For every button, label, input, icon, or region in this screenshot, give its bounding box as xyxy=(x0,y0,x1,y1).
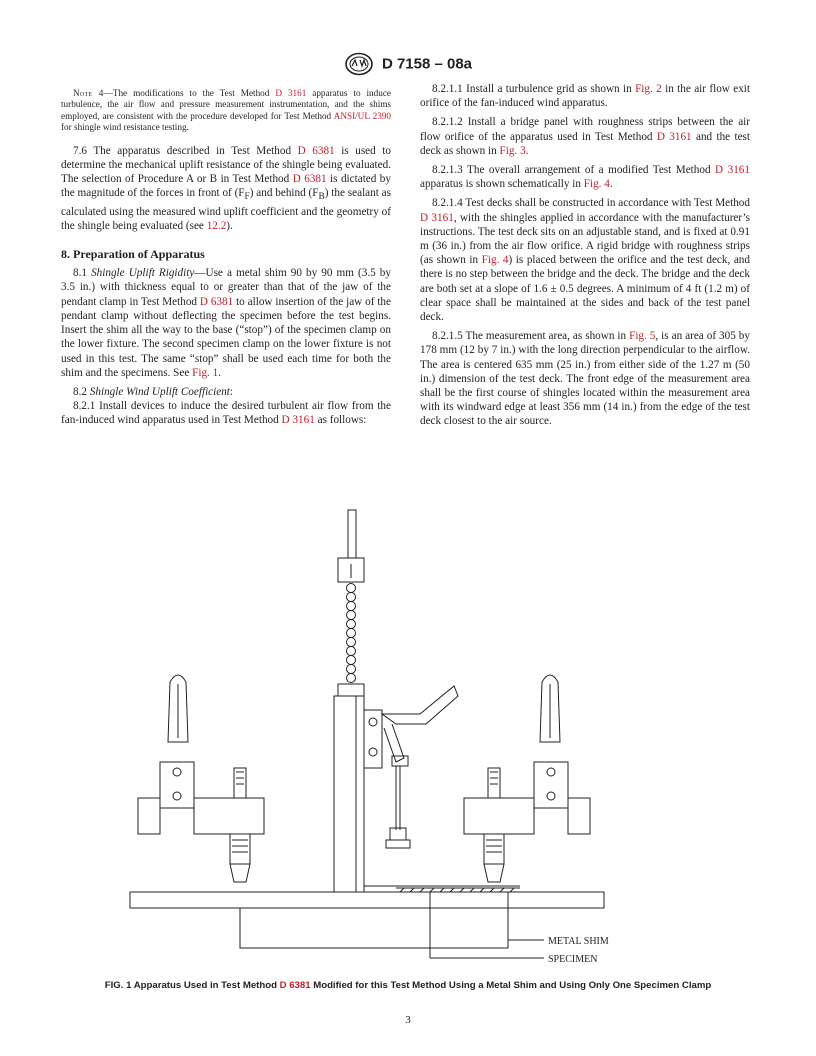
link-d3161[interactable]: D 3161 xyxy=(275,88,307,98)
paragraph-8-2-1-2: 8.2.1.2 Install a bridge panel with roughness strips between the air flow orifice of the apparatus used in Test Method D 3161 and the test deck as shown in Fig. 3. xyxy=(420,116,750,157)
base-support xyxy=(240,908,508,948)
link-fig-4[interactable]: Fig. 4 xyxy=(481,254,509,267)
link-d3161[interactable]: D 3161 xyxy=(656,130,692,143)
link-d3161[interactable]: D 3161 xyxy=(281,414,315,427)
link-ansi-ul-2390[interactable]: ANSI/UL 2390 xyxy=(333,110,391,121)
right-column xyxy=(420,82,750,434)
paragraph-8-2-1-5: 8.2.1.5 The measurement area, as shown in Fig. 5, is an area of 305 by 178 mm (12 by 7 in.) with the long direction perpendicular to the airflow. The area is centered 635 mm (25 in.) from either side of the 1.27 m (50 in.) dimension of the test deck. The front edge of the measurement area shall be the first course of shingles located within the measurement area with its windward edge at least 356 mm (14 in.) from the edge of the test deck closest to the air source. xyxy=(420,330,750,428)
link-fig-2[interactable]: Fig. 2 xyxy=(635,83,662,95)
page-number: 3 xyxy=(405,1014,411,1026)
pendant-jaw xyxy=(390,828,406,840)
page-header xyxy=(0,52,816,76)
link-d6381[interactable]: D 6381 xyxy=(199,295,234,308)
label-metal-shim: METAL SHIM xyxy=(548,936,609,947)
central-post xyxy=(334,696,356,892)
astm-logo-icon xyxy=(344,52,374,76)
link-fig-4[interactable]: Fig. 4 xyxy=(583,178,610,191)
link-d6381[interactable]: D 6381 xyxy=(292,173,327,186)
link-d6381[interactable]: D 6381 xyxy=(297,144,335,157)
link-d3161[interactable]: D 3161 xyxy=(420,211,454,224)
link-fig-1[interactable]: Fig. 1 xyxy=(192,366,219,379)
note-4: Note 4—The modifications to the Test Method D 3161 apparatus to induce turbulence, the air flow and pressure measurement instrumentation, and the shims employed, are consistent with the procedure developed for Test Method ANSI/UL 2390 for shingle wind resistance testing. xyxy=(61,88,391,133)
link-fig-5[interactable]: Fig. 5 xyxy=(629,330,656,343)
left-column xyxy=(61,82,391,433)
paragraph-8-1: 8.1 Shingle Uplift Rigidity—Use a metal shim 90 by 90 mm (3.5 by 3.5 in.) with thickness equal to or greater than that of the jaw of the pendant clamp in Test Method D 6381 to allow insertion of the jaw of the pendant clamp without deflecting the specimen before the test begins. Insert the shim all the way to the base (“stop”) of the specimen clamp on the lower fixture. The second specimen clamp on the lower fixture is not used in this test. The same “stop” shall be used each time for both the shim and the specimens. See Fig. 1. xyxy=(61,267,391,379)
section-8-heading: 8. Preparation of Apparatus xyxy=(61,247,205,262)
paragraph-8-2: 8.2 Shingle Wind Uplift Coefficient: xyxy=(73,385,234,398)
label-specimen: SPECIMEN xyxy=(548,954,598,965)
paragraph-8-2-1: 8.2.1 Install devices to induce the desired turbulent air flow from the fan-induced wind apparatus used in Test Method D 3161 as follows: xyxy=(61,400,391,427)
top-rod xyxy=(348,510,356,558)
clamp-bracket xyxy=(364,710,382,768)
clamp-handle xyxy=(382,686,458,724)
paragraph-7-6: 7.6 The apparatus described in Test Method D 6381 is used to determine the mechanical uplift resistance of the shingle being evaluated. The selection of Procedure A or B in Test Method D 6381 is dictated by the magnitude of the forces in front of $(F_F)$ and behind $(F_B)$ the sealant as calculated using the measured wind uplift coefficient and the geometry of the shingle being evaluated (see 12.2). xyxy=(61,144,391,232)
paragraph-8-2-1-3: 8.2.1.3 The overall arrangement of a modified Test Method D 3161 apparatus is shown schematically in Fig. 4. xyxy=(420,164,750,191)
chain-anchor xyxy=(338,684,364,696)
link-d3161[interactable]: D 3161 xyxy=(715,164,750,177)
bead-chain xyxy=(347,584,356,683)
document-id: D 7158 – 08a xyxy=(381,55,473,73)
link-12-2[interactable]: 12.2 xyxy=(206,219,227,232)
left-toggle-clamp xyxy=(138,675,264,882)
base-plate xyxy=(130,892,604,908)
link-fig-3[interactable]: Fig. 3 xyxy=(499,144,526,157)
paragraph-8-2-1-1: 8.2.1.1 Install a turbulence grid as shown in Fig. 2 in the air flow exit orifice of the fan-induced wind apparatus. xyxy=(420,83,751,110)
figure-caption: FIG. 1 Apparatus Used in Test Method D 6381 Modified for this Test Method Using a Metal Shim and Using Only One Specimen Clamp xyxy=(104,980,712,991)
paragraph-8-2-1-4: 8.2.1.4 Test decks shall be constructed in accordance with Test Method D 3161, with the shingles applied in accordance with the manufacturer’s instructions. The test deck sits on an adjustable stand, and is fixed at 0.91 m (36 in.) from the air flow orifice. A rigid bridge with roughness strips (as shown in Fig. 4) is placed between the orifice and the test deck, and there is no step between the bridge and the deck. The bridge and the deck are both set at a slope of 1.6 ± 0.5 degrees. A minimum of 4 ft (1.2 m) of clear space shall be maintained at the sides and back of the test panel deck. xyxy=(420,197,750,324)
figure-1-apparatus-drawing xyxy=(100,500,720,970)
specimen xyxy=(396,888,520,892)
link-d6381[interactable]: D 6381 xyxy=(279,980,311,991)
right-toggle-clamp xyxy=(464,675,590,882)
